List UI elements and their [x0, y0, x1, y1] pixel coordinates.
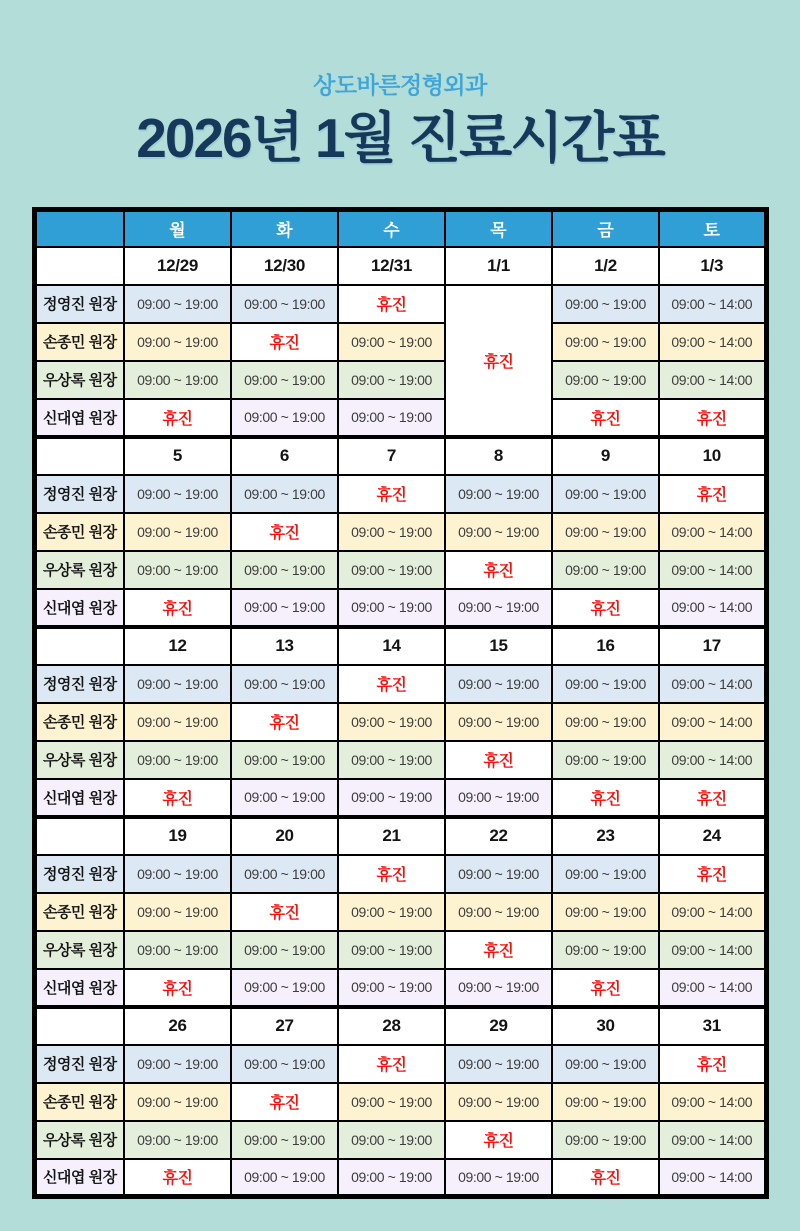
time-cell: 09:00 ~ 19:00 — [338, 551, 445, 589]
time-cell: 09:00 ~ 19:00 — [338, 513, 445, 551]
time-cell: 09:00 ~ 19:00 — [445, 513, 552, 551]
date-row-blank-cell — [34, 437, 124, 475]
doctor-schedule-row — [34, 361, 766, 399]
date-cell: 29 — [445, 1007, 552, 1045]
time-cell: 09:00 ~ 14:00 — [659, 285, 766, 323]
date-cell: 12/30 — [231, 247, 338, 285]
doctor-schedule-row — [34, 589, 766, 627]
closed-cell: 휴진 — [124, 969, 231, 1007]
time-cell: 09:00 ~ 14:00 — [659, 1121, 766, 1159]
doctor-schedule-row — [34, 931, 766, 969]
date-cell: 1/1 — [445, 247, 552, 285]
time-cell: 09:00 ~ 19:00 — [231, 1045, 338, 1083]
time-cell: 09:00 ~ 19:00 — [231, 399, 338, 437]
closed-cell: 휴진 — [552, 969, 659, 1007]
time-cell: 09:00 ~ 19:00 — [338, 931, 445, 969]
time-cell: 09:00 ~ 19:00 — [231, 589, 338, 627]
time-cell: 09:00 ~ 19:00 — [552, 513, 659, 551]
time-cell: 09:00 ~ 14:00 — [659, 1159, 766, 1197]
doctor-schedule-row — [34, 703, 766, 741]
time-cell: 09:00 ~ 19:00 — [231, 969, 338, 1007]
date-cell: 1/2 — [552, 247, 659, 285]
time-cell: 09:00 ~ 19:00 — [445, 855, 552, 893]
time-cell: 09:00 ~ 14:00 — [659, 665, 766, 703]
schedule-body — [34, 247, 766, 1197]
day-header-row — [34, 210, 766, 247]
date-cell: 16 — [552, 627, 659, 665]
time-cell: 09:00 ~ 19:00 — [231, 361, 338, 399]
closed-cell: 휴진 — [124, 589, 231, 627]
doctor-name-cell: 신대엽 원장 — [34, 779, 124, 817]
closed-cell: 휴진 — [659, 399, 766, 437]
doctor-schedule-row — [34, 779, 766, 817]
day-header-cell: 금 — [552, 210, 659, 247]
time-cell: 09:00 ~ 19:00 — [338, 1159, 445, 1197]
time-cell: 09:00 ~ 19:00 — [552, 1083, 659, 1121]
time-cell: 09:00 ~ 19:00 — [338, 323, 445, 361]
doctor-name-cell: 신대엽 원장 — [34, 589, 124, 627]
date-cell: 13 — [231, 627, 338, 665]
time-cell: 09:00 ~ 19:00 — [338, 741, 445, 779]
date-cell: 20 — [231, 817, 338, 855]
time-cell: 09:00 ~ 19:00 — [445, 475, 552, 513]
time-cell: 09:00 ~ 19:00 — [124, 893, 231, 931]
doctor-name-cell: 손종민 원장 — [34, 893, 124, 931]
doctor-schedule-row — [34, 1159, 766, 1197]
time-cell: 09:00 ~ 19:00 — [338, 1083, 445, 1121]
doctor-name-cell: 우상록 원장 — [34, 551, 124, 589]
time-cell: 09:00 ~ 19:00 — [338, 589, 445, 627]
time-cell: 09:00 ~ 19:00 — [231, 855, 338, 893]
doctor-name-cell: 신대엽 원장 — [34, 969, 124, 1007]
doctor-schedule-row — [34, 893, 766, 931]
clinic-name: 상도바른정형외과 — [313, 72, 487, 98]
closed-cell: 휴진 — [124, 779, 231, 817]
doctor-schedule-row — [34, 551, 766, 589]
date-cell: 17 — [659, 627, 766, 665]
date-cell: 22 — [445, 817, 552, 855]
date-cell: 9 — [552, 437, 659, 475]
date-cell: 10 — [659, 437, 766, 475]
closed-cell: 휴진 — [231, 703, 338, 741]
date-cell: 12/29 — [124, 247, 231, 285]
time-cell: 09:00 ~ 14:00 — [659, 741, 766, 779]
doctor-name-cell: 정영진 원장 — [34, 665, 124, 703]
date-cell: 15 — [445, 627, 552, 665]
time-cell: 09:00 ~ 19:00 — [231, 741, 338, 779]
time-cell: 09:00 ~ 19:00 — [445, 969, 552, 1007]
date-cell: 19 — [124, 817, 231, 855]
date-cell: 14 — [338, 627, 445, 665]
time-cell: 09:00 ~ 19:00 — [124, 551, 231, 589]
time-cell: 09:00 ~ 19:00 — [231, 285, 338, 323]
time-cell: 09:00 ~ 19:00 — [552, 475, 659, 513]
time-cell: 09:00 ~ 19:00 — [445, 1159, 552, 1197]
closed-cell: 휴진 — [231, 513, 338, 551]
time-cell: 09:00 ~ 19:00 — [231, 779, 338, 817]
date-cell: 21 — [338, 817, 445, 855]
time-cell: 09:00 ~ 14:00 — [659, 361, 766, 399]
closed-cell: 휴진 — [445, 1121, 552, 1159]
time-cell: 09:00 ~ 14:00 — [659, 513, 766, 551]
time-cell: 09:00 ~ 19:00 — [552, 893, 659, 931]
day-header-cell: 목 — [445, 210, 552, 247]
time-cell: 09:00 ~ 19:00 — [338, 703, 445, 741]
time-cell: 09:00 ~ 19:00 — [552, 741, 659, 779]
time-cell: 09:00 ~ 19:00 — [231, 475, 338, 513]
date-row — [34, 1007, 766, 1045]
time-cell: 09:00 ~ 19:00 — [552, 665, 659, 703]
time-cell: 09:00 ~ 14:00 — [659, 893, 766, 931]
date-row — [34, 627, 766, 665]
time-cell: 09:00 ~ 19:00 — [552, 703, 659, 741]
doctor-name-cell: 신대엽 원장 — [34, 1159, 124, 1197]
date-cell: 1/3 — [659, 247, 766, 285]
closed-cell: 휴진 — [338, 665, 445, 703]
date-cell: 8 — [445, 437, 552, 475]
closed-cell: 휴진 — [659, 475, 766, 513]
time-cell: 09:00 ~ 19:00 — [338, 893, 445, 931]
date-row — [34, 437, 766, 475]
doctor-schedule-row — [34, 323, 766, 361]
time-cell: 09:00 ~ 19:00 — [338, 969, 445, 1007]
doctor-name-cell: 정영진 원장 — [34, 855, 124, 893]
time-cell: 09:00 ~ 19:00 — [231, 1121, 338, 1159]
time-cell: 09:00 ~ 19:00 — [231, 1159, 338, 1197]
closed-cell: 휴진 — [231, 893, 338, 931]
closed-cell: 휴진 — [338, 475, 445, 513]
date-cell: 7 — [338, 437, 445, 475]
time-cell: 09:00 ~ 19:00 — [445, 779, 552, 817]
closed-cell: 휴진 — [124, 1159, 231, 1197]
day-header-cell: 화 — [231, 210, 338, 247]
time-cell: 09:00 ~ 19:00 — [124, 475, 231, 513]
doctor-schedule-row — [34, 475, 766, 513]
closed-cell: 휴진 — [231, 1083, 338, 1121]
date-cell: 27 — [231, 1007, 338, 1045]
date-cell: 12 — [124, 627, 231, 665]
time-cell: 09:00 ~ 19:00 — [124, 931, 231, 969]
date-cell: 5 — [124, 437, 231, 475]
time-cell: 09:00 ~ 19:00 — [231, 665, 338, 703]
time-cell: 09:00 ~ 19:00 — [445, 589, 552, 627]
time-cell: 09:00 ~ 19:00 — [552, 361, 659, 399]
date-row-blank-cell — [34, 817, 124, 855]
doctor-name-cell: 우상록 원장 — [34, 1121, 124, 1159]
time-cell: 09:00 ~ 19:00 — [552, 855, 659, 893]
time-cell: 09:00 ~ 19:00 — [338, 399, 445, 437]
time-cell: 09:00 ~ 19:00 — [124, 665, 231, 703]
closed-cell: 휴진 — [659, 855, 766, 893]
closed-cell: 휴진 — [338, 1045, 445, 1083]
date-cell: 30 — [552, 1007, 659, 1045]
time-cell: 09:00 ~ 19:00 — [445, 665, 552, 703]
doctor-schedule-row — [34, 969, 766, 1007]
doctor-name-cell: 손종민 원장 — [34, 1083, 124, 1121]
time-cell: 09:00 ~ 14:00 — [659, 1083, 766, 1121]
doctor-name-cell: 손종민 원장 — [34, 323, 124, 361]
time-cell: 09:00 ~ 19:00 — [124, 855, 231, 893]
time-cell: 09:00 ~ 19:00 — [445, 1083, 552, 1121]
time-cell: 09:00 ~ 14:00 — [659, 589, 766, 627]
day-header-cell: 월 — [124, 210, 231, 247]
time-cell: 09:00 ~ 19:00 — [124, 1045, 231, 1083]
closed-cell: 휴진 — [124, 399, 231, 437]
doctor-name-cell: 우상록 원장 — [34, 931, 124, 969]
date-cell: 23 — [552, 817, 659, 855]
closed-cell: 휴진 — [659, 779, 766, 817]
time-cell: 09:00 ~ 19:00 — [124, 703, 231, 741]
closed-cell: 휴진 — [338, 285, 445, 323]
time-cell: 09:00 ~ 19:00 — [552, 551, 659, 589]
time-cell: 09:00 ~ 19:00 — [124, 741, 231, 779]
doctor-name-cell: 정영진 원장 — [34, 285, 124, 323]
date-row — [34, 817, 766, 855]
doctor-schedule-row — [34, 399, 766, 437]
closed-cell: 휴진 — [231, 323, 338, 361]
closed-cell: 휴진 — [445, 551, 552, 589]
time-cell: 09:00 ~ 14:00 — [659, 703, 766, 741]
date-cell: 31 — [659, 1007, 766, 1045]
doctor-name-cell: 우상록 원장 — [34, 741, 124, 779]
doctor-name-cell: 정영진 원장 — [34, 1045, 124, 1083]
time-cell: 09:00 ~ 19:00 — [552, 931, 659, 969]
day-header-cell: 수 — [338, 210, 445, 247]
doctor-name-cell: 손종민 원장 — [34, 703, 124, 741]
time-cell: 09:00 ~ 19:00 — [552, 1121, 659, 1159]
closed-cell: 휴진 — [552, 399, 659, 437]
doctor-name-cell: 정영진 원장 — [34, 475, 124, 513]
closed-cell: 휴진 — [552, 779, 659, 817]
closed-cell: 휴진 — [338, 855, 445, 893]
closed-cell: 휴진 — [659, 1045, 766, 1083]
date-row — [34, 247, 766, 285]
doctor-schedule-row — [34, 285, 766, 323]
time-cell: 09:00 ~ 14:00 — [659, 551, 766, 589]
time-cell: 09:00 ~ 19:00 — [124, 1121, 231, 1159]
time-cell: 09:00 ~ 19:00 — [338, 1121, 445, 1159]
page-title: 2026년 1월 진료시간표 — [136, 107, 664, 169]
time-cell: 09:00 ~ 19:00 — [552, 285, 659, 323]
date-cell: 24 — [659, 817, 766, 855]
doctor-schedule-row — [34, 665, 766, 703]
date-row-blank-cell — [34, 627, 124, 665]
doctor-name-cell: 우상록 원장 — [34, 361, 124, 399]
time-cell: 09:00 ~ 14:00 — [659, 931, 766, 969]
time-cell: 09:00 ~ 19:00 — [445, 893, 552, 931]
date-cell: 28 — [338, 1007, 445, 1045]
time-cell: 09:00 ~ 19:00 — [445, 1045, 552, 1083]
time-cell: 09:00 ~ 19:00 — [231, 931, 338, 969]
doctor-schedule-row — [34, 1083, 766, 1121]
time-cell: 09:00 ~ 19:00 — [124, 323, 231, 361]
time-cell: 09:00 ~ 14:00 — [659, 969, 766, 1007]
doctor-schedule-row — [34, 855, 766, 893]
date-cell: 6 — [231, 437, 338, 475]
time-cell: 09:00 ~ 19:00 — [124, 1083, 231, 1121]
doctor-schedule-row — [34, 1121, 766, 1159]
time-cell: 09:00 ~ 19:00 — [338, 779, 445, 817]
closed-cell: 휴진 — [445, 741, 552, 779]
date-cell: 26 — [124, 1007, 231, 1045]
time-cell: 09:00 ~ 19:00 — [552, 1045, 659, 1083]
doctor-name-cell: 신대엽 원장 — [34, 399, 124, 437]
time-cell: 09:00 ~ 14:00 — [659, 323, 766, 361]
day-header-cell: 토 — [659, 210, 766, 247]
doctor-name-cell: 손종민 원장 — [34, 513, 124, 551]
merged-closed-cell: 휴진 — [445, 285, 552, 437]
doctor-schedule-row — [34, 513, 766, 551]
time-cell: 09:00 ~ 19:00 — [552, 323, 659, 361]
date-cell: 12/31 — [338, 247, 445, 285]
doctor-schedule-row — [34, 1045, 766, 1083]
time-cell: 09:00 ~ 19:00 — [231, 551, 338, 589]
time-cell: 09:00 ~ 19:00 — [124, 361, 231, 399]
time-cell: 09:00 ~ 19:00 — [338, 361, 445, 399]
time-cell: 09:00 ~ 19:00 — [445, 703, 552, 741]
time-cell: 09:00 ~ 19:00 — [124, 285, 231, 323]
corner-cell — [34, 210, 124, 247]
schedule-table — [32, 207, 769, 1199]
date-row-blank-cell — [34, 247, 124, 285]
closed-cell: 휴진 — [552, 589, 659, 627]
closed-cell: 휴진 — [445, 931, 552, 969]
date-row-blank-cell — [34, 1007, 124, 1045]
time-cell: 09:00 ~ 19:00 — [124, 513, 231, 551]
closed-cell: 휴진 — [552, 1159, 659, 1197]
doctor-schedule-row — [34, 741, 766, 779]
